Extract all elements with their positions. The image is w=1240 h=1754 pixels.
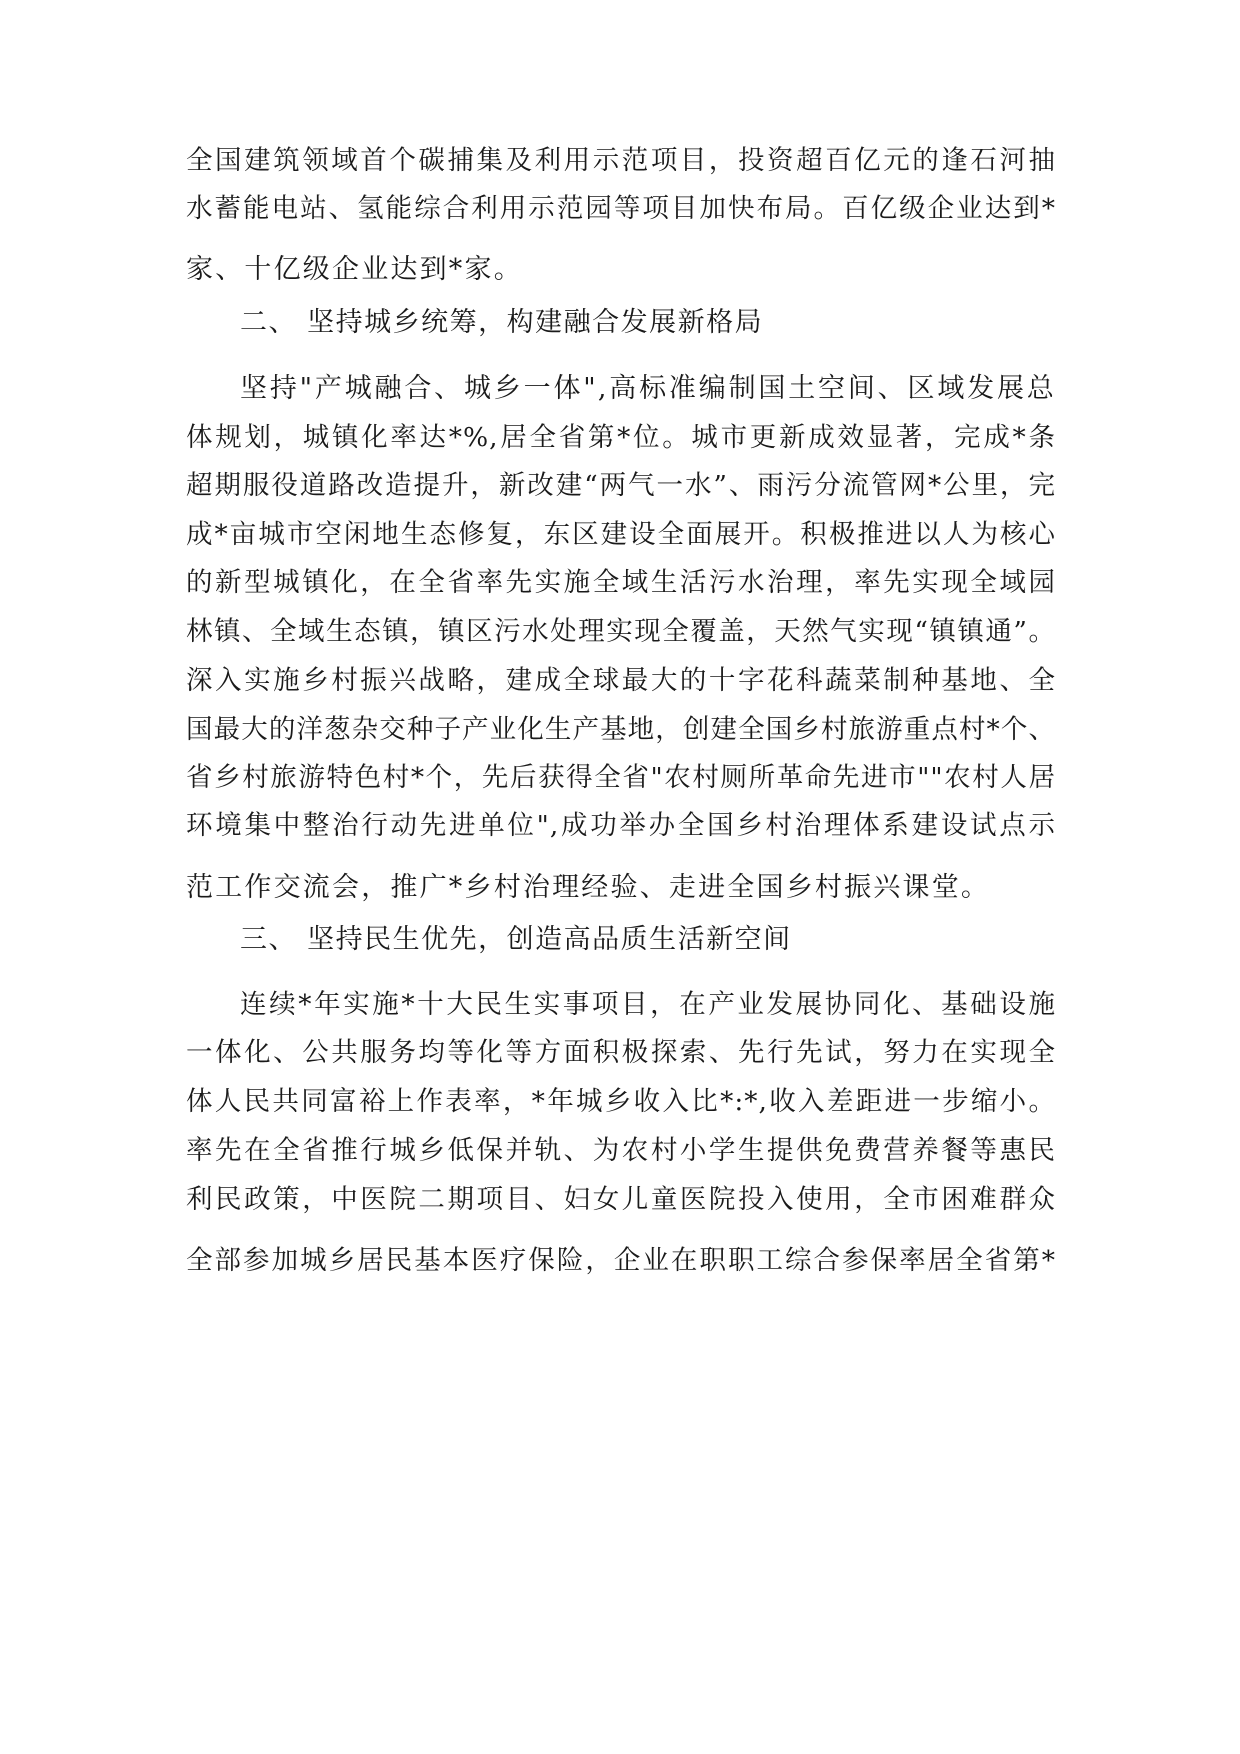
paragraph-line: 家、十亿级企业达到*家。	[186, 254, 523, 285]
paragraph-line: 超期服役道路改造提升，新改建“两气一水”、雨污分流管网*公里，完	[186, 470, 1056, 501]
paragraph-line: 全部参加城乡居民基本医疗保险，企业在职职工综合参保率居全省第*	[186, 1245, 1056, 1276]
paragraph-line: 率先在全省推行城乡低保并轨、为农村小学生提供免费营养餐等惠民	[186, 1135, 1056, 1166]
paragraph-line: 利民政策，中医院二期项目、妇女儿童医院投入使用，全市困难群众	[186, 1184, 1056, 1215]
paragraph-line: 连续*年实施*十大民生实事项目，在产业发展协同化、基础设施	[240, 989, 1056, 1020]
paragraph-line: 环境集中整治行动先进单位",成功举办全国乡村治理体系建设试点示	[186, 810, 1056, 841]
paragraph-line: 林镇、全域生态镇，镇区污水处理实现全覆盖，天然气实现“镇镇通”。	[186, 616, 1056, 647]
paragraph-line: 体人民共同富裕上作表率，*年城乡收入比*:*,收入差距进一步缩小。	[186, 1086, 1056, 1117]
paragraph-line: 坚持"产城融合、城乡一体",高标准编制国土空间、区域发展总	[240, 373, 1056, 404]
paragraph-line: 国最大的洋葱杂交种子产业化生产基地，创建全国乡村旅游重点村*个、	[186, 714, 1056, 745]
paragraph-line: 成*亩城市空闲地生态修复，东区建设全面展开。积极推进以人为核心	[186, 519, 1056, 550]
paragraph-line: 体规划，城镇化率达*%,居全省第*位。城市更新成效显著，完成*条	[186, 422, 1056, 453]
paragraph-line: 水蓄能电站、氢能综合利用示范园等项目加快布局。百亿级企业达到*	[186, 193, 1056, 224]
section-heading: 二、 坚持城乡统筹，构建融合发展新格局	[240, 307, 764, 338]
paragraph-line: 全国建筑领域首个碳捕集及利用示范项目，投资超百亿元的逢石河抽	[186, 145, 1056, 176]
paragraph-line: 深入实施乡村振兴战略，建成全球最大的十字花科蔬菜制种基地、全	[186, 665, 1056, 696]
paragraph-line: 省乡村旅游特色村*个，先后获得全省"农村厕所革命先进市""农村人居	[186, 762, 1056, 793]
paragraph-line: 一体化、公共服务均等化等方面积极探索、先行先试，努力在实现全	[186, 1037, 1056, 1068]
paragraph-line: 范工作交流会，推广*乡村治理经验、走进全国乡村振兴课堂。	[186, 872, 991, 903]
paragraph-line: 的新型城镇化，在全省率先实施全域生活污水治理，率先实现全域园	[186, 567, 1056, 598]
section-heading: 三、 坚持民生优先，创造高品质生活新空间	[240, 924, 792, 955]
